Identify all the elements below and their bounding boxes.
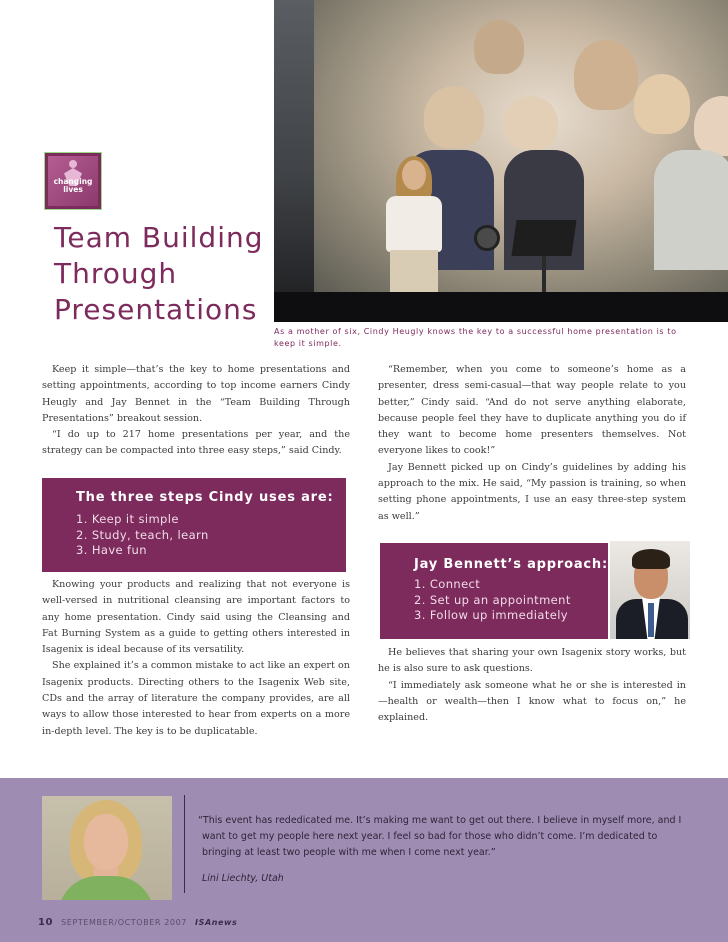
right-column-bottom	[378, 645, 686, 726]
paragraph: “I immediately ask someone what he or she is interested in—health or wealth—then I know what to focus on,” he explained.	[378, 679, 686, 724]
list-item: 1. Keep it simple	[76, 512, 179, 526]
list-item: 2. Study, teach, learn	[76, 527, 209, 542]
paragraph: “Remember, when you come to someone’s home as a presenter, dress semi-casual—that way people relate to you better,” Cindy said. “And do not serve anything elaborate, because people feel they have to duplicate anything you do if they want to become home presenters themselves. Not everyone likes to cook!”	[378, 364, 686, 457]
issue-date: SEPTEMBER/OCTOBER 2007	[61, 918, 187, 927]
cindy-steps-list	[76, 512, 346, 559]
cindy-steps-box	[42, 478, 346, 572]
paragraph: Jay Bennett picked up on Cindy’s guidelines by adding his approach to the mix. He said, “My passion is training, so when setting phone appointments, I use an easy three-step system as well.”	[378, 461, 686, 522]
quote-text: “This event has rededicated me. It’s making me want to get out there. I believe in myself more, and I want to get my people here next year. I feel so bad for those who didn’t come. I’m dedicated to bringing at least two people with me when I come next year.”	[198, 815, 682, 858]
article-title	[54, 220, 274, 328]
testimonial-quote	[198, 813, 686, 887]
badge-line1: changing	[53, 177, 93, 186]
paragraph: Knowing your products and realizing that not everyone is well-versed in nutritional cleansing are important factors to any home presentation. Cindy said using the Cleansing and Fat Burning System as a guide to getting others interested in Isagenix is ideal because of its versatility.	[42, 579, 350, 656]
jay-approach-list	[414, 577, 608, 624]
stage-lamp	[474, 225, 500, 251]
left-column-top	[42, 362, 350, 460]
presentation-photo	[274, 0, 728, 322]
title-line3: Presentations	[54, 293, 258, 326]
quote-divider	[184, 795, 185, 893]
changing-lives-badge	[44, 152, 102, 210]
stage-floor	[274, 292, 728, 322]
left-column-bottom	[42, 577, 350, 740]
list-item: 2. Set up an appointment	[414, 592, 571, 607]
cindy-steps-heading: The three steps Cindy uses are:	[76, 490, 334, 505]
magazine-brand: ISAnews	[195, 918, 238, 927]
jay-approach-heading: Jay Bennett’s approach:	[414, 557, 608, 572]
presenter-figure	[374, 160, 454, 300]
paragraph: “I do up to 217 home presentations per year, and the strategy can be compacted into three easy steps,” said Cindy.	[42, 429, 350, 457]
jay-approach-box	[380, 543, 608, 639]
page-footer	[38, 917, 237, 928]
badge-line2: lives	[63, 185, 83, 194]
badge-label	[54, 178, 93, 194]
paragraph: Keep it simple—that’s the key to home presentations and setting appointments, according to top income earners Cindy Heugly and Jay Bennet in the “Team Building Through Presentations” breakout session.	[42, 364, 350, 424]
right-column-top	[378, 362, 686, 525]
jay-bennett-photo	[610, 541, 690, 639]
page-number: 10	[38, 917, 54, 928]
list-item: 3. Have fun	[76, 543, 147, 557]
lini-liechty-photo	[42, 796, 172, 900]
photo-caption: As a mother of six, Cindy Heugly knows the key to a successful home presentation is to keep it simple.	[274, 327, 677, 348]
title-line2: Through	[54, 257, 178, 290]
list-item: 3. Follow up immediately	[414, 608, 569, 622]
title-line1: Team Building	[54, 221, 264, 254]
list-item: 1. Connect	[414, 577, 481, 591]
paragraph: She explained it’s a common mistake to act like an expert on Isagenix products. Directing others to the Isagenix Web site, CDs and the array of literature the company provides, are all ways to allow those interested to hear from experts on a more in-depth level. The key is to be duplicatable.	[42, 660, 350, 737]
paragraph: He believes that sharing your own Isagenix story works, but he is also sure to ask questions.	[378, 647, 686, 675]
quote-author: Lini Liechty, Utah	[202, 873, 284, 884]
